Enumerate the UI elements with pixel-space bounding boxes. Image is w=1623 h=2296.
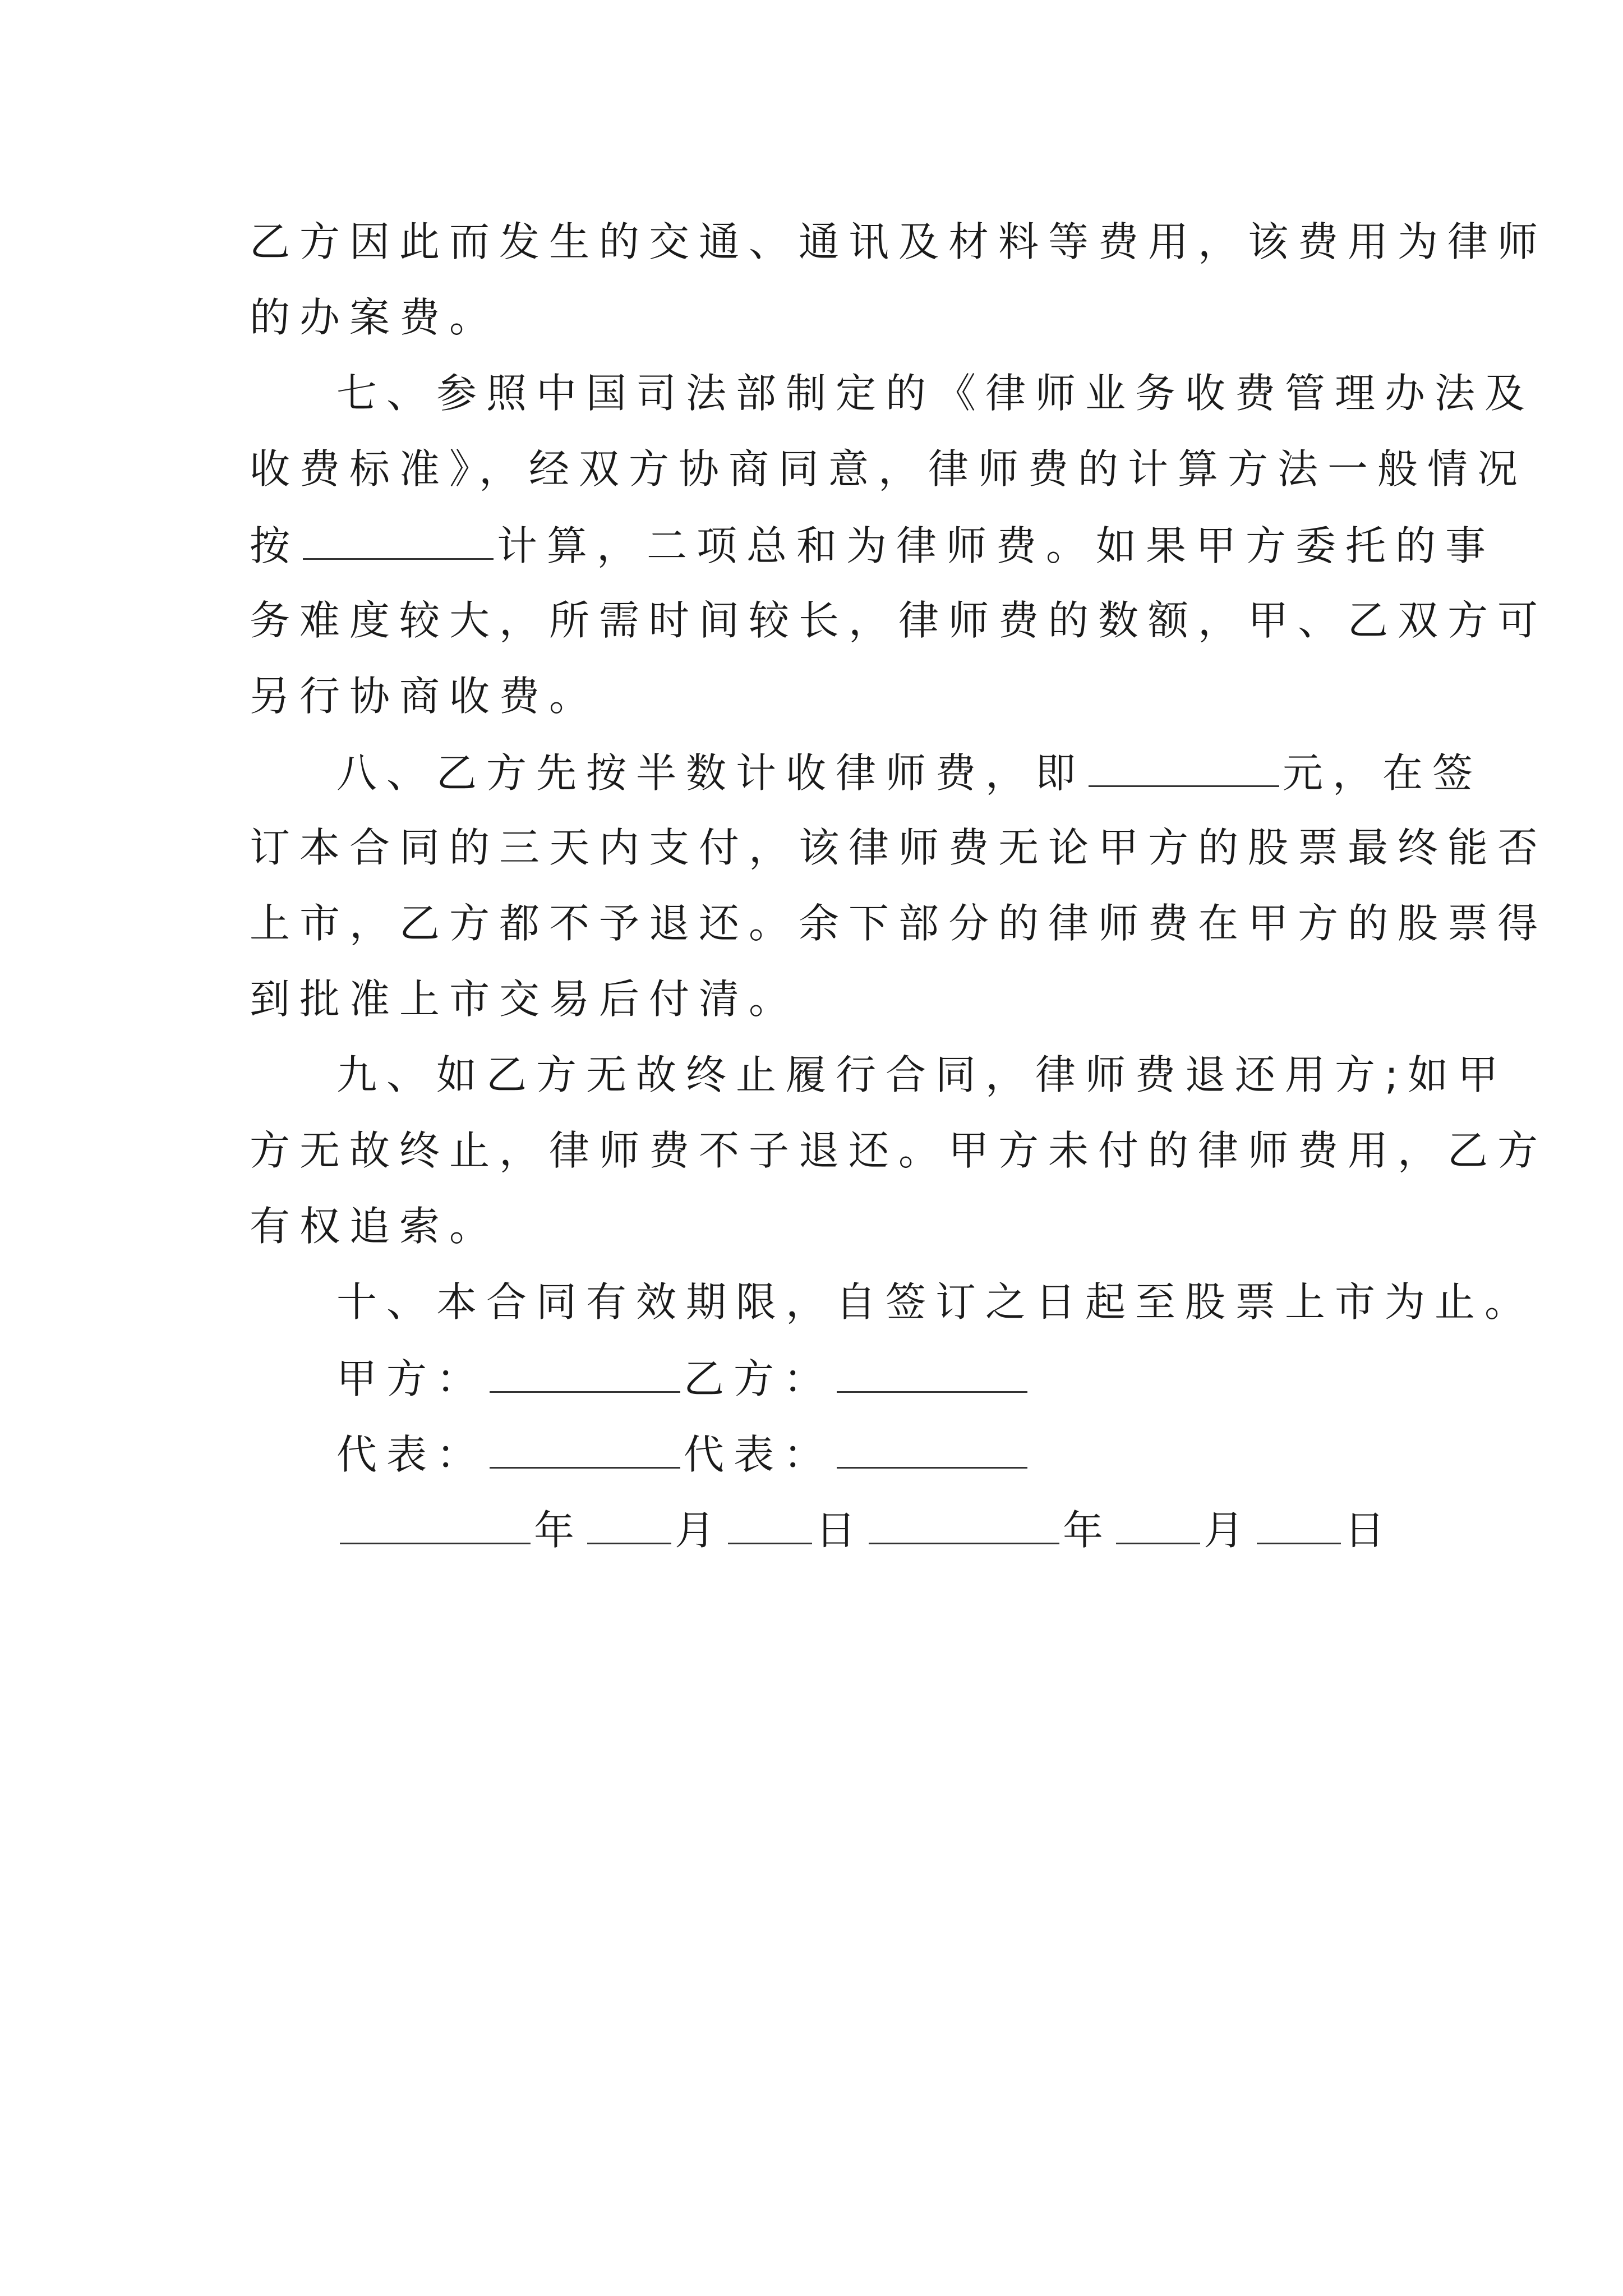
year-label: 年: [534, 1507, 584, 1554]
clause-9-line: 九、如乙方无故终止履行合同，律师费退还用方;如甲: [336, 1051, 1508, 1098]
month-a-blank: [587, 1509, 671, 1544]
clause-7-line: 另行协商收费。: [250, 673, 600, 720]
text-segment: 元，在签: [1283, 749, 1483, 797]
clause-8-line: 到批准上市交易后付清。: [250, 976, 799, 1023]
fill-in-blank: [1089, 752, 1279, 787]
year-label: 年: [1063, 1507, 1113, 1554]
text-segment: 八、乙方先按半数计收律师费，即: [336, 749, 1086, 797]
year-b-blank: [869, 1509, 1059, 1544]
rep-a-label: 代表：: [336, 1431, 487, 1478]
month-label: 月: [1204, 1507, 1254, 1554]
signature-parties-line: [336, 1355, 1031, 1402]
party-b-label: 乙方：: [684, 1355, 834, 1402]
party-b-blank: [837, 1358, 1027, 1393]
clause-8-line: 上市，乙方都不予退还。余下部分的律师费在甲方的股票得: [250, 900, 1548, 947]
day-a-blank: [728, 1509, 812, 1544]
text-line: 的办案费。: [250, 294, 500, 341]
text-segment: 按: [250, 522, 300, 569]
party-a-label: 甲方：: [336, 1355, 487, 1402]
text-line: 乙方因此而发生的交通、通讯及材料等费用，该费用为律师: [250, 218, 1548, 265]
month-b-blank: [1116, 1509, 1200, 1544]
clause-8-line: [336, 749, 1483, 797]
rep-a-blank: [490, 1433, 680, 1469]
party-a-blank: [490, 1358, 680, 1393]
clause-8-line: 订本合同的三天内支付，该律师费无论甲方的股票最终能否: [250, 824, 1548, 871]
clause-7-line: [250, 522, 1496, 569]
clause-10-line: 十、本合同有效期限，自签订之日起至股票上市为止。: [336, 1278, 1535, 1326]
signature-date-line: [336, 1507, 1395, 1554]
day-label: 日: [1344, 1507, 1395, 1554]
fill-in-blank: [303, 524, 494, 560]
day-label: 日: [815, 1507, 866, 1554]
clause-9-line: 有权追索。: [250, 1203, 500, 1250]
month-label: 月: [675, 1507, 725, 1554]
clause-7-line: 收费标准》，经双方协商同意，律师费的计算方法一般情况: [250, 445, 1528, 493]
signature-representatives-line: [336, 1431, 1031, 1478]
clause-9-line: 方无故终止，律师费不子退还。甲方未付的律师费用，乙方: [250, 1127, 1548, 1174]
day-b-blank: [1257, 1509, 1341, 1544]
year-a-blank: [340, 1509, 531, 1544]
clause-7-line: 七、参照中国司法部制定的《律师业务收费管理办法及: [336, 370, 1535, 417]
rep-b-blank: [837, 1433, 1027, 1469]
clause-7-line: 务难度较大，所需时间较长，律师费的数额，甲、乙双方可: [250, 597, 1548, 644]
rep-b-label: 代表：: [684, 1431, 834, 1478]
text-segment: 计算，二项总和为律师费。如果甲方委托的事: [497, 522, 1496, 569]
